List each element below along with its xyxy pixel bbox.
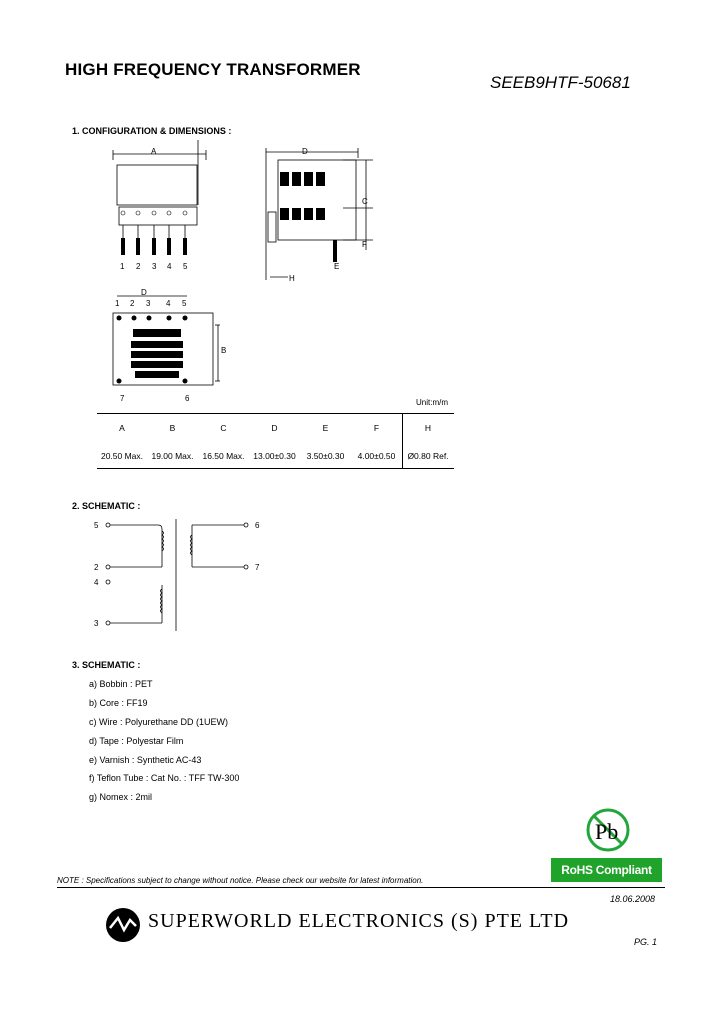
material-wire: c) Wire : Polyurethane DD (1UEW) bbox=[89, 717, 229, 727]
front-view-drawing bbox=[105, 140, 215, 275]
material-core: b) Core : FF19 bbox=[89, 698, 148, 708]
front-dim-a: A bbox=[151, 147, 157, 156]
unit-label: Unit:m/m bbox=[416, 398, 448, 407]
front-pin-1: 1 bbox=[120, 262, 125, 271]
col-e: E bbox=[322, 423, 329, 433]
side-dim-e: E bbox=[334, 262, 340, 271]
val-c: 16.50 Max. bbox=[202, 451, 245, 461]
section1-heading: 1. CONFIGURATION & DIMENSIONS : bbox=[72, 126, 232, 136]
col-f: F bbox=[373, 423, 380, 433]
val-a: 20.50 Max. bbox=[100, 451, 144, 461]
company-name: SUPERWORLD ELECTRONICS (S) PTE LTD bbox=[148, 910, 570, 932]
val-e: 3.50±0.30 bbox=[306, 451, 345, 461]
side-dim-h: H bbox=[289, 274, 295, 283]
table-value-row bbox=[97, 442, 454, 470]
material-tube: f) Teflon Tube : Cat No. : TFF TW-300 bbox=[89, 773, 240, 783]
material-nomex: g) Nomex : 2mil bbox=[89, 792, 153, 802]
pb-free-icon bbox=[584, 806, 632, 854]
section2-heading: 2. SCHEMATIC : bbox=[72, 501, 141, 511]
col-c: C bbox=[220, 423, 227, 433]
document-title: HIGH FREQUENCY TRANSFORMER bbox=[65, 60, 361, 79]
col-a: A bbox=[119, 423, 125, 433]
footer-note: NOTE : Specifications subject to change without notice. Please check our website for latest information. bbox=[57, 876, 424, 885]
col-d: D bbox=[271, 423, 278, 433]
val-b: 19.00 Max. bbox=[151, 451, 194, 461]
front-pin-4: 4 bbox=[167, 262, 172, 271]
bottom-pin-7: 7 bbox=[120, 394, 125, 403]
rohs-compliant-badge: RoHS Compliant bbox=[551, 858, 662, 882]
section3-heading: 3. SCHEMATIC : bbox=[72, 660, 141, 670]
material-bobbin: a) Bobbin : PET bbox=[89, 679, 153, 689]
schematic-pin-5: 5 bbox=[94, 521, 99, 530]
front-pin-5: 5 bbox=[183, 262, 188, 271]
schematic-pin-6: 6 bbox=[255, 521, 260, 530]
front-pin-3: 3 bbox=[152, 262, 157, 271]
schematic-drawing bbox=[100, 515, 260, 635]
col-h: H bbox=[424, 423, 432, 433]
val-f: 4.00±0.50 bbox=[357, 451, 396, 461]
bottom-pin-1: 1 bbox=[115, 299, 120, 308]
bottom-pin-3: 3 bbox=[146, 299, 151, 308]
page-number: PG. 1 bbox=[634, 937, 658, 947]
company-logo-icon bbox=[104, 906, 142, 944]
schematic-pin-4: 4 bbox=[94, 578, 99, 587]
side-dim-f: F bbox=[362, 240, 367, 249]
dimensions-table bbox=[97, 414, 454, 470]
bottom-pin-2: 2 bbox=[130, 299, 135, 308]
schematic-pin-3: 3 bbox=[94, 619, 99, 628]
side-dim-c: C bbox=[362, 197, 368, 206]
bottom-pin-6: 6 bbox=[185, 394, 190, 403]
front-pin-2: 2 bbox=[136, 262, 141, 271]
schematic-pin-7: 7 bbox=[255, 563, 260, 572]
table-header-row bbox=[97, 414, 454, 442]
bottom-pin-4: 4 bbox=[166, 299, 171, 308]
part-number: SEEB9HTF-50681 bbox=[490, 73, 631, 92]
col-b: B bbox=[169, 423, 176, 433]
material-tape: d) Tape : Polyestar Film bbox=[89, 736, 184, 746]
bottom-pin-5: 5 bbox=[182, 299, 187, 308]
side-view-drawing bbox=[258, 140, 378, 285]
footer-rule bbox=[57, 887, 665, 888]
material-varnish: e) Varnish : Synthetic AC-43 bbox=[89, 755, 202, 765]
schematic-pin-2: 2 bbox=[94, 563, 99, 572]
val-d: 13.00±0.30 bbox=[253, 451, 296, 461]
val-h: Ø0.80 Ref. bbox=[407, 451, 449, 461]
side-dim-d: D bbox=[302, 147, 308, 156]
pb-label: Pb bbox=[595, 819, 619, 844]
bottom-dim-d: D bbox=[141, 288, 147, 297]
document-date: 18.06.2008 bbox=[610, 894, 656, 904]
bottom-dim-b: B bbox=[221, 346, 227, 355]
